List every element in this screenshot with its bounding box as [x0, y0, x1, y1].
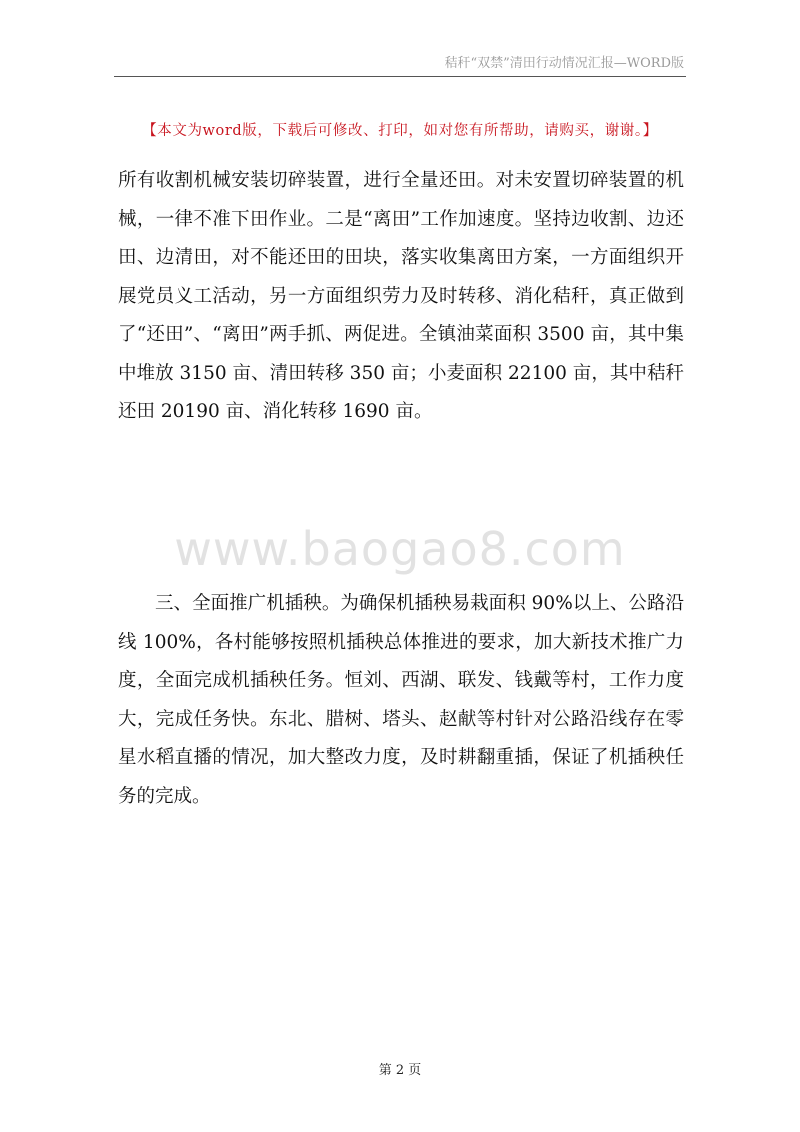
site-watermark: www.baogao8.com: [174, 522, 626, 576]
download-notice: 【本文为word版，下载后可修改、打印，如对您有所帮助，请购买，谢谢。】: [142, 123, 658, 139]
running-header: 秸秆“双禁”清田行动情况汇报—WORD版: [444, 56, 684, 71]
page-number: 第 2 页: [378, 1063, 422, 1078]
body-paragraph-1: 所有收割机械安装切碎装置，进行全量还田。对未安置切碎装置的机械，一律不准下田作业。二是“离田”工作加速度。坚持边收割、边还田、边清田，对不能还田的田块，落实收集离田方案，一方面组织开展党员义工活动，另一方面组织劳力及时转移、消化秸秆，真正做到了“还田”、“离田”两手抓、两促进。全镇油菜面积 3500 亩，其中集中堆放 3150 亩、清田转移 350 亩；小麦面积 22100 亩，其中秸秆还田 20190 亩、消化转移 1690 亩。: [118, 170, 684, 422]
body-paragraph-2: 三、全面推广机插秧。为确保机插秧易栽面积 90%以上、公路沿线 100%，各村能够按照机插秧总体推进的要求，加大新技术推广力度，全面完成机插秧任务。恒刘、西湖、联发、钱戴等村，工作力度大，完成任务快。东北、腊树、塔头、赵献等村针对公路沿线存在零星水稻直播的情况，加大整改力度，及时耕翻重插，保证了机插秧任务的完成。: [118, 593, 684, 807]
header-divider: [114, 76, 686, 77]
